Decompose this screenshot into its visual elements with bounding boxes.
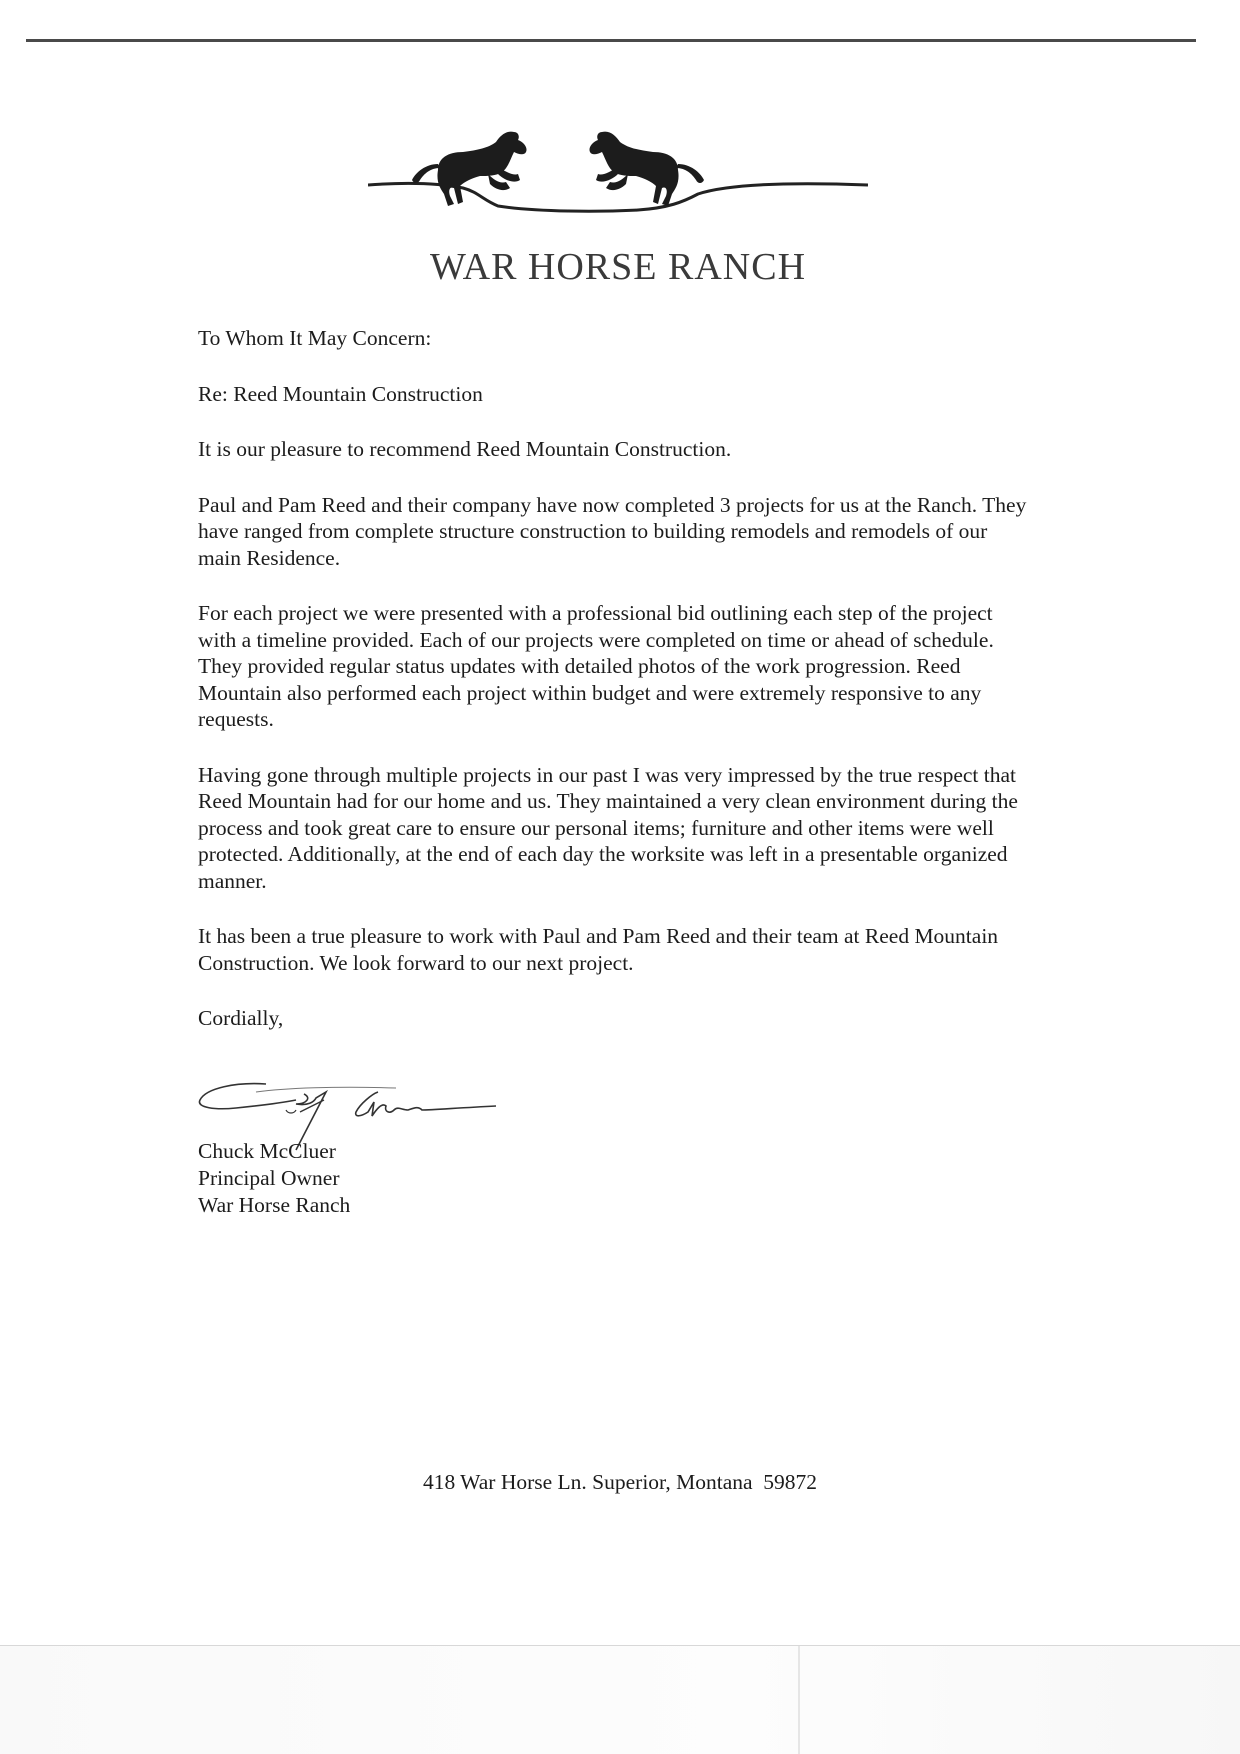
top-rule: [26, 39, 1196, 42]
letter-body: [198, 325, 1028, 1061]
two-rearing-horses-logo: [368, 130, 868, 245]
ranch-name: WAR HORSE RANCH: [429, 246, 807, 288]
footer-address: [0, 1470, 1240, 1495]
paragraph: It is our pleasure to recommend Reed Mountain Construction.: [198, 437, 732, 461]
signer-name: Chuck McCluer: [198, 1139, 336, 1163]
paragraph: For each project we were presented with a professional bid outlining each step of the project with a timeline provided. Each of our projects were completed on time or ahead of schedule. They provided regular status updates with detailed photos of the work progression. Reed Mountain also performed each project within budget and were extremely responsive to any requests.: [198, 601, 994, 731]
scan-background: [0, 1646, 1240, 1754]
paragraph: Having gone through multiple projects in our past I was very impressed by the true respect that Reed Mountain had for our home and us. They maintained a very clean environment during the process and took great care to ensure our personal items; furniture and other items were well protected. Additionally, at the end of each day the worksite was left in a presentable organized manner.: [198, 762, 1018, 893]
paragraph: Paul and Pam Reed and their company have now completed 3 projects for us at the Ranch. They have ranged from complete structure construction to building remodels and remodels of our main Residence.: [198, 492, 1027, 570]
salutation: To Whom It May Concern:: [198, 326, 432, 350]
address-text: 418 War Horse Ln. Superior, Montana 59872: [422, 1470, 818, 1494]
signature-block: [198, 1138, 350, 1219]
signer-organization: War Horse Ranch: [198, 1193, 351, 1217]
closing: Cordially,: [198, 1006, 284, 1030]
scan-fold-line: [798, 1646, 800, 1754]
subject-line: Re: Reed Mountain Construction: [198, 381, 483, 406]
signer-title: Principal Owner: [198, 1166, 340, 1190]
paragraph: It has been a true pleasure to work with Paul and Pam Reed and their team at Reed Mountain Construction. We look forward to our next project.: [198, 924, 999, 975]
